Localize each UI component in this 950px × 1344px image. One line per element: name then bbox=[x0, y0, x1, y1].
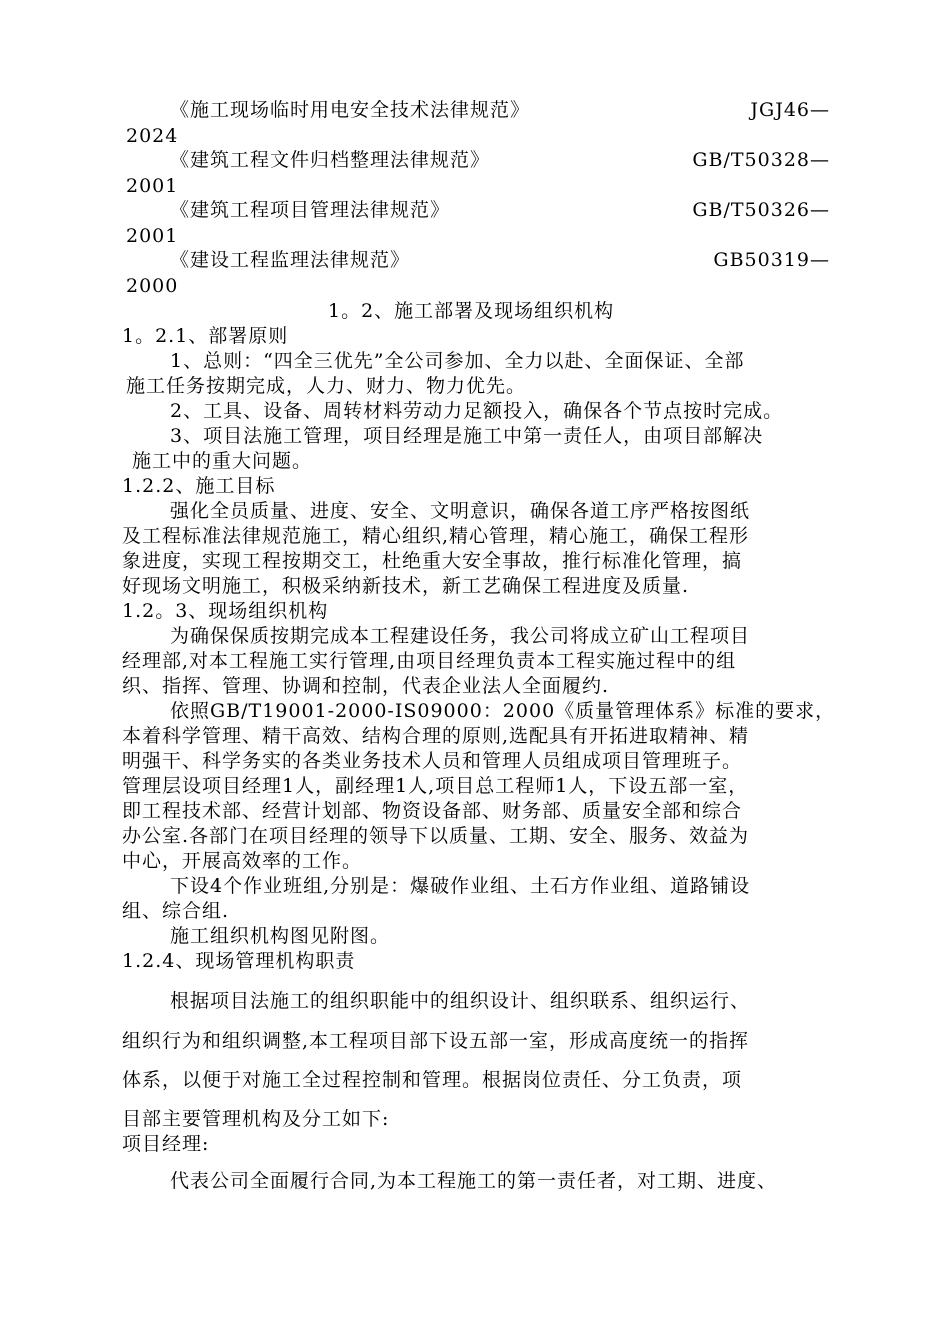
paragraph-line: 及工程标准法律规范施工，精心组织,精心管理，精心施工，确保工程形 bbox=[122, 525, 750, 547]
standard-title: 《建设工程监理法律规范》 bbox=[170, 249, 411, 271]
paragraph-line: 为确保保质按期完成本工程建设任务，我公司将成立矿山工程项目 bbox=[170, 625, 751, 647]
paragraph-line: 根据项目法施工的组织职能中的组织设计、组织联系、组织运行、 bbox=[170, 990, 751, 1012]
paragraph-line: 织、指挥、管理、协调和控制，代表企业法人全面履约. bbox=[122, 675, 610, 697]
standard-year: 2024 bbox=[126, 125, 179, 147]
subsection-heading: 1.2.4、现场管理机构职责 bbox=[122, 950, 356, 972]
paragraph-line: 组、综合组. bbox=[122, 900, 230, 922]
paragraph-line: 经理部,对本工程施工实行管理,由项目经理负责本工程实施过程中的组 bbox=[122, 650, 737, 672]
standard-title: 《建筑工程文件归档整理法律规范》 bbox=[170, 149, 491, 171]
standard-title: 《建筑工程项目管理法律规范》 bbox=[170, 199, 451, 221]
paragraph-line: 管理层设项目经理1人，副经理1人,项目总工程师1人，下设五部一室， bbox=[122, 775, 749, 797]
paragraph-line: 目部主要管理机构及分工如下: bbox=[122, 1108, 390, 1130]
paragraph-line: 体系，以便于对施工全过程控制和管理。根据岗位责任、分工负责，项 bbox=[122, 1069, 743, 1091]
paragraph-line: 代表公司全面履行合同,为本工程施工的第一责任者，对工期、进度、 bbox=[170, 1170, 778, 1192]
section-title: 1。2、施工部署及现场组织机构 bbox=[328, 300, 615, 322]
subsection-heading: 项目经理: bbox=[122, 1133, 210, 1155]
paragraph-line: 2、工具、设备、周转材料劳动力足额投入，确保各个节点按时完成。 bbox=[170, 400, 784, 422]
paragraph-line: 明强干、科学务实的各类业务技术人员和管理人员组成项目管理班子。 bbox=[122, 750, 743, 772]
paragraph-line: 施工组织机构图见附图。 bbox=[170, 925, 391, 947]
standard-code: GB50319— bbox=[713, 249, 830, 271]
standard-year: 2000 bbox=[126, 275, 179, 297]
standard-year: 2001 bbox=[126, 225, 179, 247]
paragraph-line: 施工中的重大问题。 bbox=[132, 450, 313, 472]
standard-code: GB/T50326— bbox=[692, 199, 830, 221]
standard-item bbox=[170, 98, 830, 123]
paragraph-line: 1、总则：“四全三优先”全公司参加、全力以赴、全面保证、全部 bbox=[170, 350, 745, 372]
standard-code: GB/T50328— bbox=[692, 149, 830, 171]
paragraph-line: 强化全员质量、进度、安全、文明意识，确保各道工序严格按图纸 bbox=[170, 500, 751, 522]
paragraph-line: 好现场文明施工，积极采纳新技术，新工艺确保工程进度及质量. bbox=[122, 575, 690, 597]
paragraph-line: 中心，开展高效率的工作。 bbox=[122, 850, 363, 872]
standard-year: 2001 bbox=[126, 175, 179, 197]
paragraph-line: 即工程技术部、经营计划部、物资设备部、财务部、质量安全部和综合 bbox=[122, 800, 743, 822]
standard-item bbox=[170, 248, 830, 273]
paragraph-line: 办公室.各部门在项目经理的领导下以质量、工期、安全、服务、效益为 bbox=[122, 825, 750, 847]
standard-code: JGJ46— bbox=[750, 99, 830, 121]
subsection-heading: 1。2.1、部署原则 bbox=[122, 325, 289, 347]
paragraph-line: 组织行为和组织调整,本工程项目部下设五部一室，形成高度统一的指挥 bbox=[122, 1030, 750, 1052]
subsection-heading: 1.2.2、施工目标 bbox=[122, 475, 276, 497]
paragraph-line: 象进度，实现工程按期交工，杜绝重大安全事故，推行标准化管理，搞 bbox=[122, 550, 743, 572]
subsection-heading: 1.2。3、现场组织机构 bbox=[122, 600, 329, 622]
paragraph-line: 3、项目法施工管理，项目经理是施工中第一责任人，由项目部解决 bbox=[170, 425, 764, 447]
paragraph-line: 本着科学管理、精干高效、结构合理的原则,选配具有开拓进取精神、精 bbox=[122, 725, 750, 747]
standard-item bbox=[170, 198, 830, 223]
paragraph-line: 依照GB/T19001-2000-IS09000：2000《质量管理体系》标准的要求， bbox=[170, 700, 836, 722]
standard-item bbox=[170, 148, 830, 173]
standard-title: 《施工现场临时用电安全技术法律规范》 bbox=[170, 99, 531, 121]
paragraph-line: 施工任务按期完成，人力、财力、物力优先。 bbox=[126, 375, 527, 397]
paragraph-line: 下设4个作业班组,分别是：爆破作业组、土石方作业组、道路铺设 bbox=[170, 875, 751, 897]
